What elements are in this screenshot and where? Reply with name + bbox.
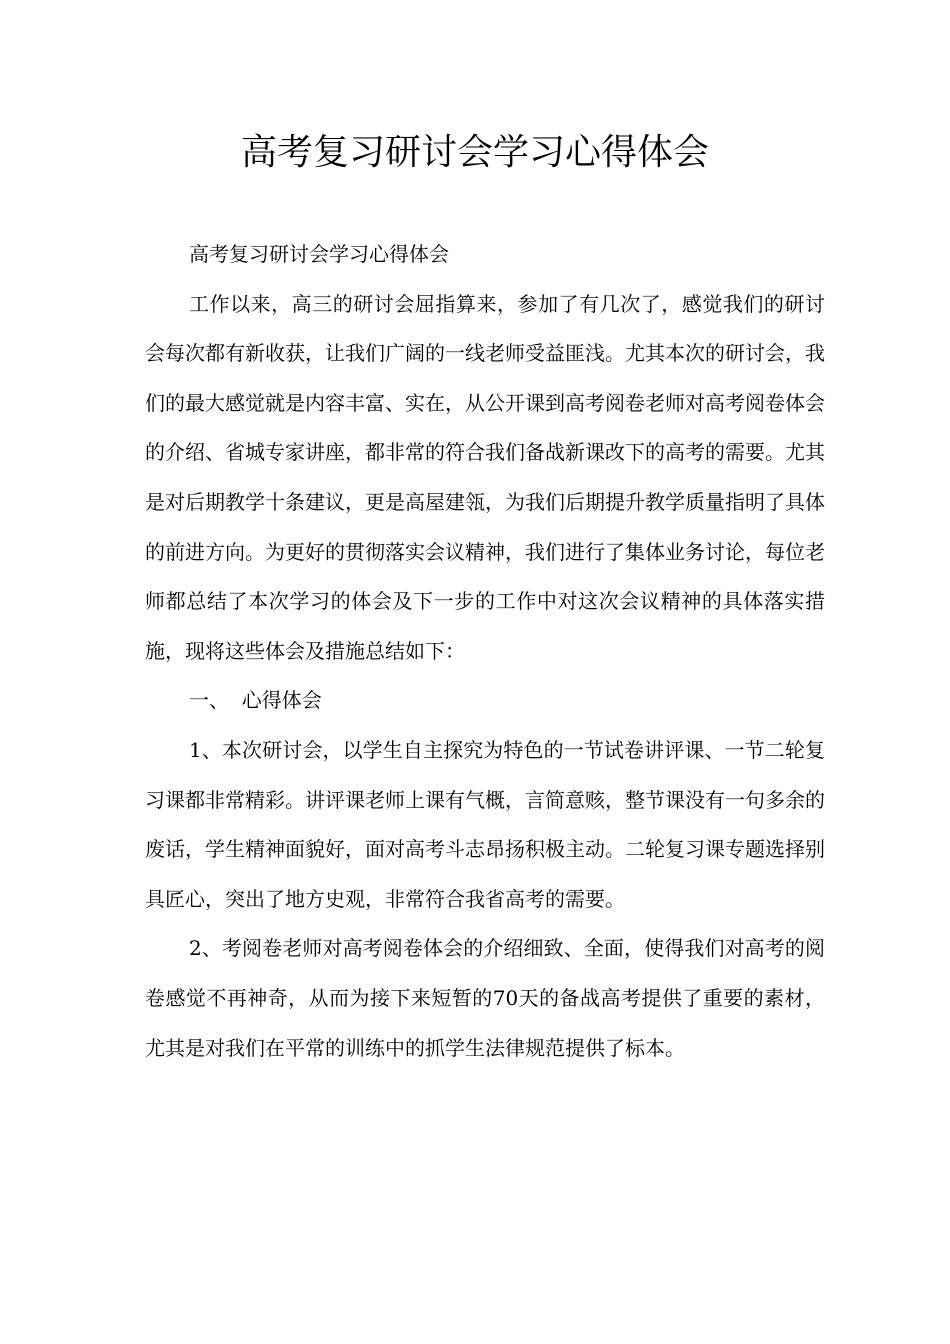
document-body [145, 230, 825, 1073]
section-heading: 一、 心得体会 [189, 688, 322, 713]
item-paragraph-1: 1、本次研讨会，以学生自主探究为特色的一节试卷讲评课、一节二轮复习课都非常精彩。讲评课老师上课有气概，言简意赅，整节课没有一句多余的废话，学生精神面貌好，面对高考斗志昂扬积极主动。二轮复习课专题选择别具匠心，突出了地方史观，非常符合我省高考的需要。 [145, 737, 825, 911]
item-paragraph-2: 2、考阅卷老师对高考阅卷体会的介绍细致、全面，使得我们对高考的阅卷感觉不再神奇，从而为接下来短暂的70天的备战高考提供了重要的素材，尤其是对我们在平常的训练中的抓学生法律规范提供了标本。 [145, 936, 825, 1060]
subtitle-line: 高考复习研讨会学习心得体会 [189, 242, 449, 266]
document-title: 高考复习研讨会学习心得体会 [240, 132, 709, 173]
intro-paragraph: 工作以来，高三的研讨会屈指算来，参加了有几次了，感觉我们的研讨会每次都有新收获，让我们广阔的一线老师受益匪浅。尤其本次的研讨会，我们的最大感觉就是内容丰富、实在，从公开课到高考阅卷老师对高考阅卷体会的介绍、省城专家讲座，都非常的符合我们备战新课改下的高考的需要。尤其是对后期教学十条建议，更是高屋建瓴，为我们后期提升教学质量指明了具体的前进方向。为更好的贯彻落实会议精神，我们进行了集体业务讨论，每位老师都总结了本次学习的体会及下一步的工作中对这次会议精神的具体落实措施，现将这些体会及措施总结如下： [145, 291, 825, 663]
